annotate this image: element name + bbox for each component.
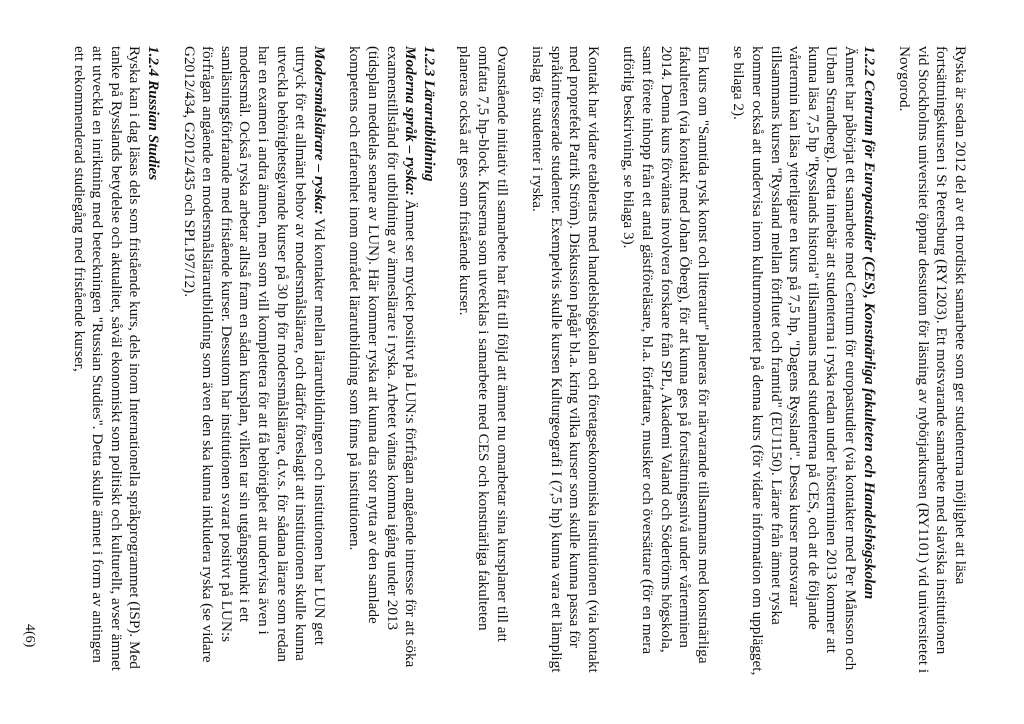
- paragraph-course-blocks: Ovanstående initiativ till samarbete har fått till följd att ämnet nu omarbetar sina kursplaner till att omfatta 7,5 hp-block. Kurserna som utvecklas i samarbete med CES och konstnärliga fakulteten planeras också att ges som fristående kurser.: [456, 46, 511, 642]
- paragraph-russian-studies: Ryska kan i dag läsas dels som fristående kurs, dels inom Internationella språkprogrammet (ISP). Med tanke på Rysslands betydelse och aktualitet, såväl ekonomiskt som politiskt och kulturellt, avser ämnet att utveckla en inriktning med beteckningen "Russian Studies". Detta skulle ämnet i form av antingen ett rekommenderad studiegång med fristående kurser,: [70, 46, 144, 671]
- paragraph-modern-languages: [345, 46, 419, 676]
- section-heading-1-2-3: 1.2.3 Lärarutbildning: [420, 46, 438, 182]
- text-mother-tongue: Vid kontakter mellan lärarutbildningen och institutionen har LUN gett uttryck för ett allmänt behov av modersmålslärare, och därför föreslagit att institutionen skulle kunna utveckla behörighetsgivande kurser på 30 hp för modersmålslärare, d.v.s. för sådana lärare som redan har en examen i andra ämnen, men som vill komplettera för att få behörighet att undervisa även i modersmål. Också ryska arbetar alltså fram en sådan kursplan, vilken tar sin utgångspunkt i ett samläsningsförfarande med fristående kurser. Dessutom har institutionen svarat positivt på LUN:s förfrågan angående en modersmålslärarutbildning som även den ska kunna inkludera ryska (se vidare G2012/434, G2012/435 och SPL197/12).: [180, 46, 328, 663]
- label-modern-languages: Moderna språk – ryska:: [402, 46, 420, 196]
- section-1-2-3: [179, 46, 438, 676]
- section-1-2-2: [455, 46, 878, 676]
- page-body: [52, 46, 969, 676]
- paragraph-business-school: Kontakt har vidare etablerats med handelshögskolan och företagsekonomiska institutionen (via kontakt med proprefekt Patrik Ström). Diskussion pågår bl.a. kring vilka kurser som skulle kunna passa för språkintresserade studenter. Exempelvis skulle kursen Kulturgeografi I (7,5 hp) kunna vara ett lämpligt inslag för studenter i ryska.: [529, 46, 602, 673]
- paragraph-mother-tongue: [179, 46, 328, 676]
- section-heading-1-2-4: 1.2.4 Russian Studies: [145, 46, 163, 181]
- page-number: 4(6): [22, 624, 37, 648]
- label-mother-tongue: Modersmålslärare – ryska:: [310, 46, 328, 215]
- section-heading-1-2-2: 1.2.2 Centrum för Europastudier (CES), Konstnärliga fakulteten och Handelshögskolan: [860, 46, 878, 600]
- paragraph-art-course: En kurs om "Samtida rysk konst och litteratur" planeras för närvarande tillsammans med konstnärliga fakulteten (via kontakt med Johan Öberg), för att kunna ges på fortsättningsnivå under vårterminen 2014. Denna kurs förväntas involvera forskare från SPL, Akademi Valand och Södertörns högskola, samt förete inhopp från ett antal gästföreläsare, bl.a. författare, musiker och översättare (för en mera utförlig beskrivning, se bilaga 3).: [620, 46, 712, 664]
- paragraph-ces: Ämnet har påbörjat ett samarbete med Centrum för europastudier (via kontakter med Per Månsson och Urban Strandberg). Detta innebär att studenterna i ryska redan under höstterminen 2013 kommer att kunna läsa 7,5 hp "Rysslands historia" tillsammans med studenterna på CES, och att de följande vårtermin kan läsa ytterligare en kurs på 7,5 hp, "Dagens Ryssland". Dessa kurser motsvarar tillsammans kursen "Ryssland mellan förflutet och framtid" (EU1150). Lärare från ämnet ryska kommer också att undervisa inom kulturmomentet på denna kurs (för vidare information om upplägget, se bilaga 2).: [730, 46, 860, 676]
- intro-paragraph: Ryska är sedan 2012 del av ett nordiskt samarbete som ger studenterna möjlighet att läsa fortsättningskursen i St Petersburg (RY1203). Ett motsvarande samarbete med slaviska institutionen vid Stockholms universitet öppnar dessutom för läsning av nybörjarkursen (RY1101) vid universitetet i Novgorod.: [896, 46, 969, 674]
- text-modern-languages: Ämnet ser mycket positivt på LUN:s förfrågan angående intresse för att söka examenstillstånd för utbildning av ämneslärare i ryska. Arbetet väntas komma igång under 2013 (tidsplan meddelas senare av LUN). Här kommer ryska att kunna dra stor nytta av den samlade kompetens och erfarenhet inom området lärarutbildning som finns på institutionen.: [346, 46, 420, 668]
- section-1-2-4: [69, 46, 162, 676]
